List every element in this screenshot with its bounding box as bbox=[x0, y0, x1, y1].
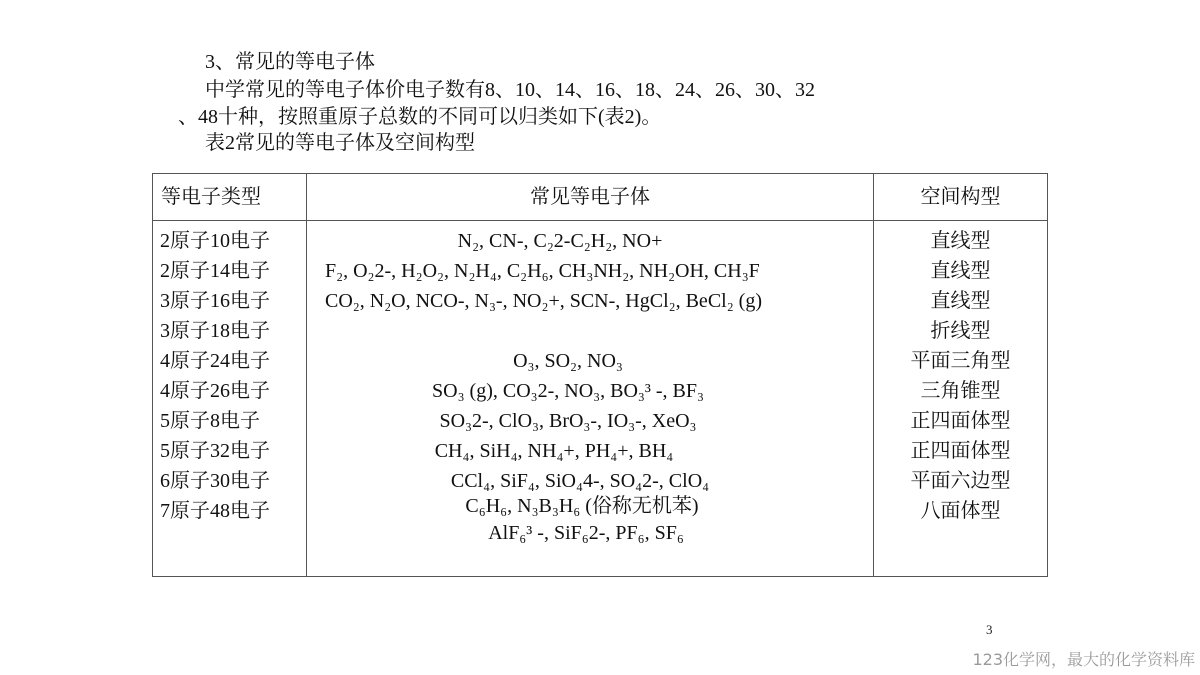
geometry-cell: 正四面体型 bbox=[910, 410, 1011, 432]
column-isoelectronic-species bbox=[307, 174, 874, 576]
formula-cell: N₂, CN-, C₂2-C₂H₂, NO+ bbox=[457, 230, 663, 252]
type-cell: 2原子14电子 bbox=[160, 260, 270, 282]
formula-cell: CH₄, SiH₄, NH₄+, PH₄+, BH₄ bbox=[434, 440, 674, 462]
formula-cell: F₂, O₂2-, H₂O₂, N₂H₄, C₂H₆, CH₃NH₂, NH₂OH, CH₃F bbox=[325, 260, 760, 282]
header-spatial-geometry: 空间构型 bbox=[874, 174, 1047, 221]
geometry-cell: 直线型 bbox=[930, 230, 991, 252]
column-body bbox=[874, 221, 1047, 526]
type-cell: 5原子8电子 bbox=[160, 410, 260, 432]
formula-cell: CCl₄, SiF₄, SiO₄4-, SO₄2-, ClO₄ bbox=[450, 470, 710, 492]
type-cell: 3原子16电子 bbox=[160, 290, 270, 312]
geometry-cell: 平面六边型 bbox=[910, 470, 1011, 492]
geometry-cell: 折线型 bbox=[930, 320, 991, 342]
column-spatial-geometry bbox=[874, 174, 1047, 576]
formula-cell: SO₃2-, ClO₃, BrO₃-, IO₃-, XeO₃ bbox=[439, 410, 697, 432]
geometry-cell: 八面体型 bbox=[920, 500, 1001, 522]
type-cell: 2原子10电子 bbox=[160, 230, 270, 252]
footer-watermark: 123化学网，最大的化学资料库 bbox=[972, 650, 1195, 669]
type-cell: 6原子30电子 bbox=[160, 470, 270, 492]
page-number: 3 bbox=[986, 622, 993, 637]
column-electron-type bbox=[153, 174, 307, 576]
header-isoelectronic-species: 常见等电子体 bbox=[307, 174, 873, 221]
type-cell: 4原子24电子 bbox=[160, 350, 270, 372]
section-heading: 3、常见的等电子体 bbox=[205, 51, 375, 73]
isoelectronic-table bbox=[152, 173, 1048, 577]
type-cell: 5原子32电子 bbox=[160, 440, 270, 462]
geometry-cell: 正四面体型 bbox=[910, 440, 1011, 462]
column-body bbox=[153, 221, 306, 526]
formula-cell: SO₃ (g), CO₃2-, NO₃, BO₃³ -, BF₃ bbox=[432, 380, 704, 402]
formula-cell: CO₂, N₂O, NCO-, N₃-, NO₂+, SCN-, HgCl₂, BeCl₂ (g) bbox=[325, 290, 763, 312]
column-body bbox=[307, 221, 873, 548]
geometry-cell: 直线型 bbox=[930, 290, 991, 312]
geometry-cell: 直线型 bbox=[930, 260, 991, 282]
type-cell: 3原子18电子 bbox=[160, 320, 270, 342]
geometry-cell: 平面三角型 bbox=[910, 350, 1011, 372]
type-cell: 7原子48电子 bbox=[160, 500, 270, 522]
header-electron-type: 等电子类型 bbox=[153, 174, 306, 221]
formula-cell: O₃, SO₂, NO₃ bbox=[513, 350, 623, 372]
formula-cell: C₆H₆, N₃B₃H₆ (俗称无机苯) bbox=[465, 495, 699, 517]
paragraph-line-1: 中学常见的等电子体价电子数有8、10、14、16、18、24、26、30、32 bbox=[205, 79, 815, 101]
type-cell: 4原子26电子 bbox=[160, 380, 270, 402]
paragraph-line-2: 、48十种，按照重原子总数的不同可以归类如下(表2)。 bbox=[178, 106, 662, 128]
geometry-cell: 三角锥型 bbox=[920, 380, 1001, 402]
formula-cell: AlF₆³ -, SiF₆2-, PF₆, SF₆ bbox=[488, 522, 684, 544]
table-caption: 表2常见的等电子体及空间构型 bbox=[205, 132, 475, 154]
